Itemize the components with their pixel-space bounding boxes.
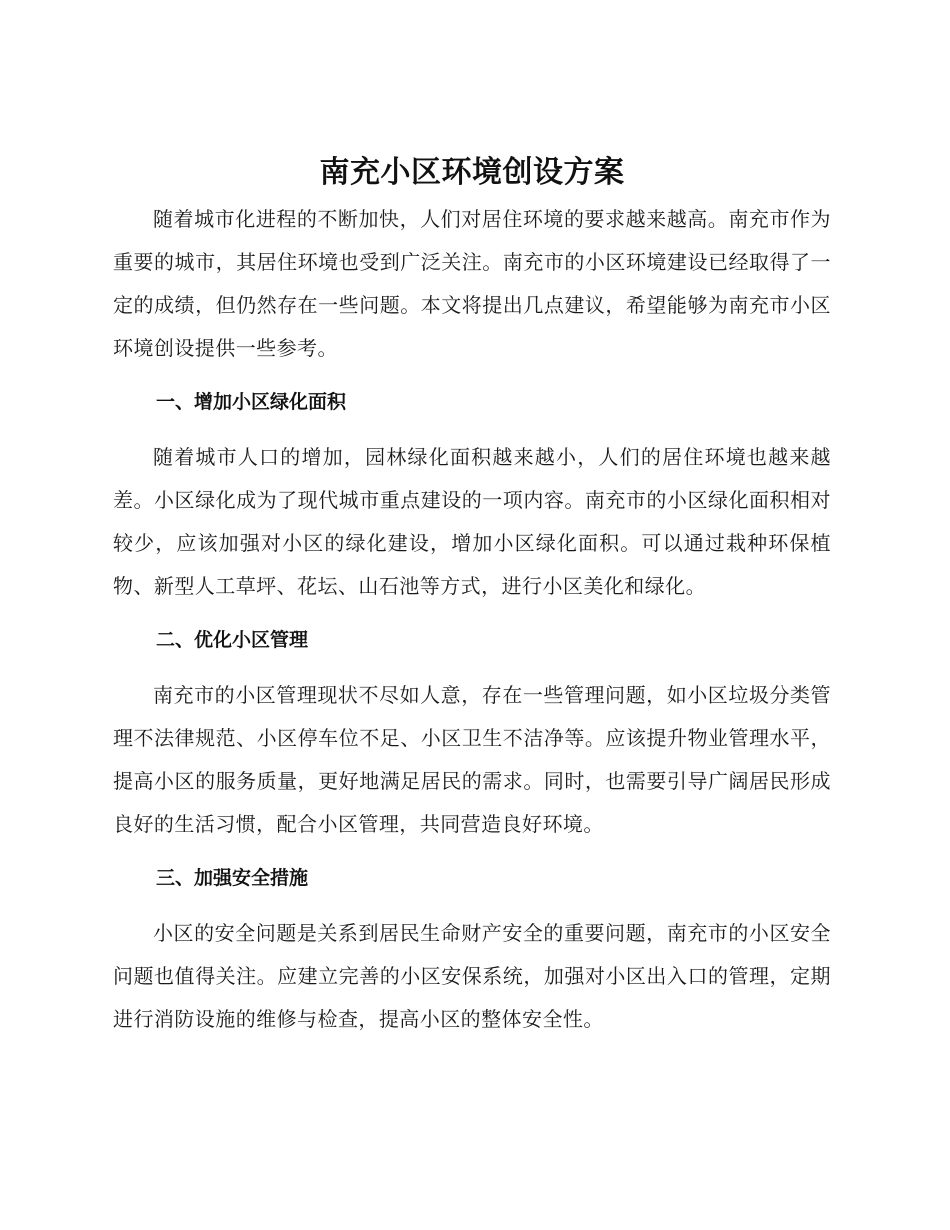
- section-heading-management: 二、优化小区管理: [156, 629, 309, 651]
- document-page: [113, 148, 831, 1041]
- section-body-safety: 小区的安全问题是关系到居民生命财产安全的重要问题，南充市的小区安全问题也值得关注。应建立完善的小区安保系统，加强对小区出入口的管理，定期进行消防设施的维修与检查，提高小区的整体安全性。: [113, 921, 831, 1031]
- section-body-greening: 随着城市人口的增加，园林绿化面积越来越小，人们的居住环境也越来越差。小区绿化成为了现代城市重点建设的一项内容。南充市的小区绿化面积相对较少，应该加强对小区的绿化建设，增加小区绿化面积。可以通过栽种环保植物、新型人工草坪、花坛、山石池等方式，进行小区美化和绿化。: [113, 445, 831, 598]
- intro-paragraph: 随着城市化进程的不断加快，人们对居住环境的要求越来越高。南充市作为重要的城市，其居住环境也受到广泛关注。南充市的小区环境建设已经取得了一定的成绩，但仍然存在一些问题。本文将提出几点建议，希望能够为南充市小区环境创设提供一些参考。: [113, 207, 831, 360]
- section-heading-safety: 三、加强安全措施: [156, 867, 309, 889]
- document-title: 南充小区环境创设方案: [319, 155, 625, 190]
- section-heading-greening: 一、增加小区绿化面积: [156, 391, 347, 413]
- section-body-management: 南充市的小区管理现状不尽如人意，存在一些管理问题，如小区垃圾分类管理不法律规范、小区停车位不足、小区卫生不洁净等。应该提升物业管理水平，提高小区的服务质量，更好地满足居民的需求。同时，也需要引导广阔居民形成良好的生活习惯，配合小区管理，共同营造良好环境。: [113, 683, 831, 836]
